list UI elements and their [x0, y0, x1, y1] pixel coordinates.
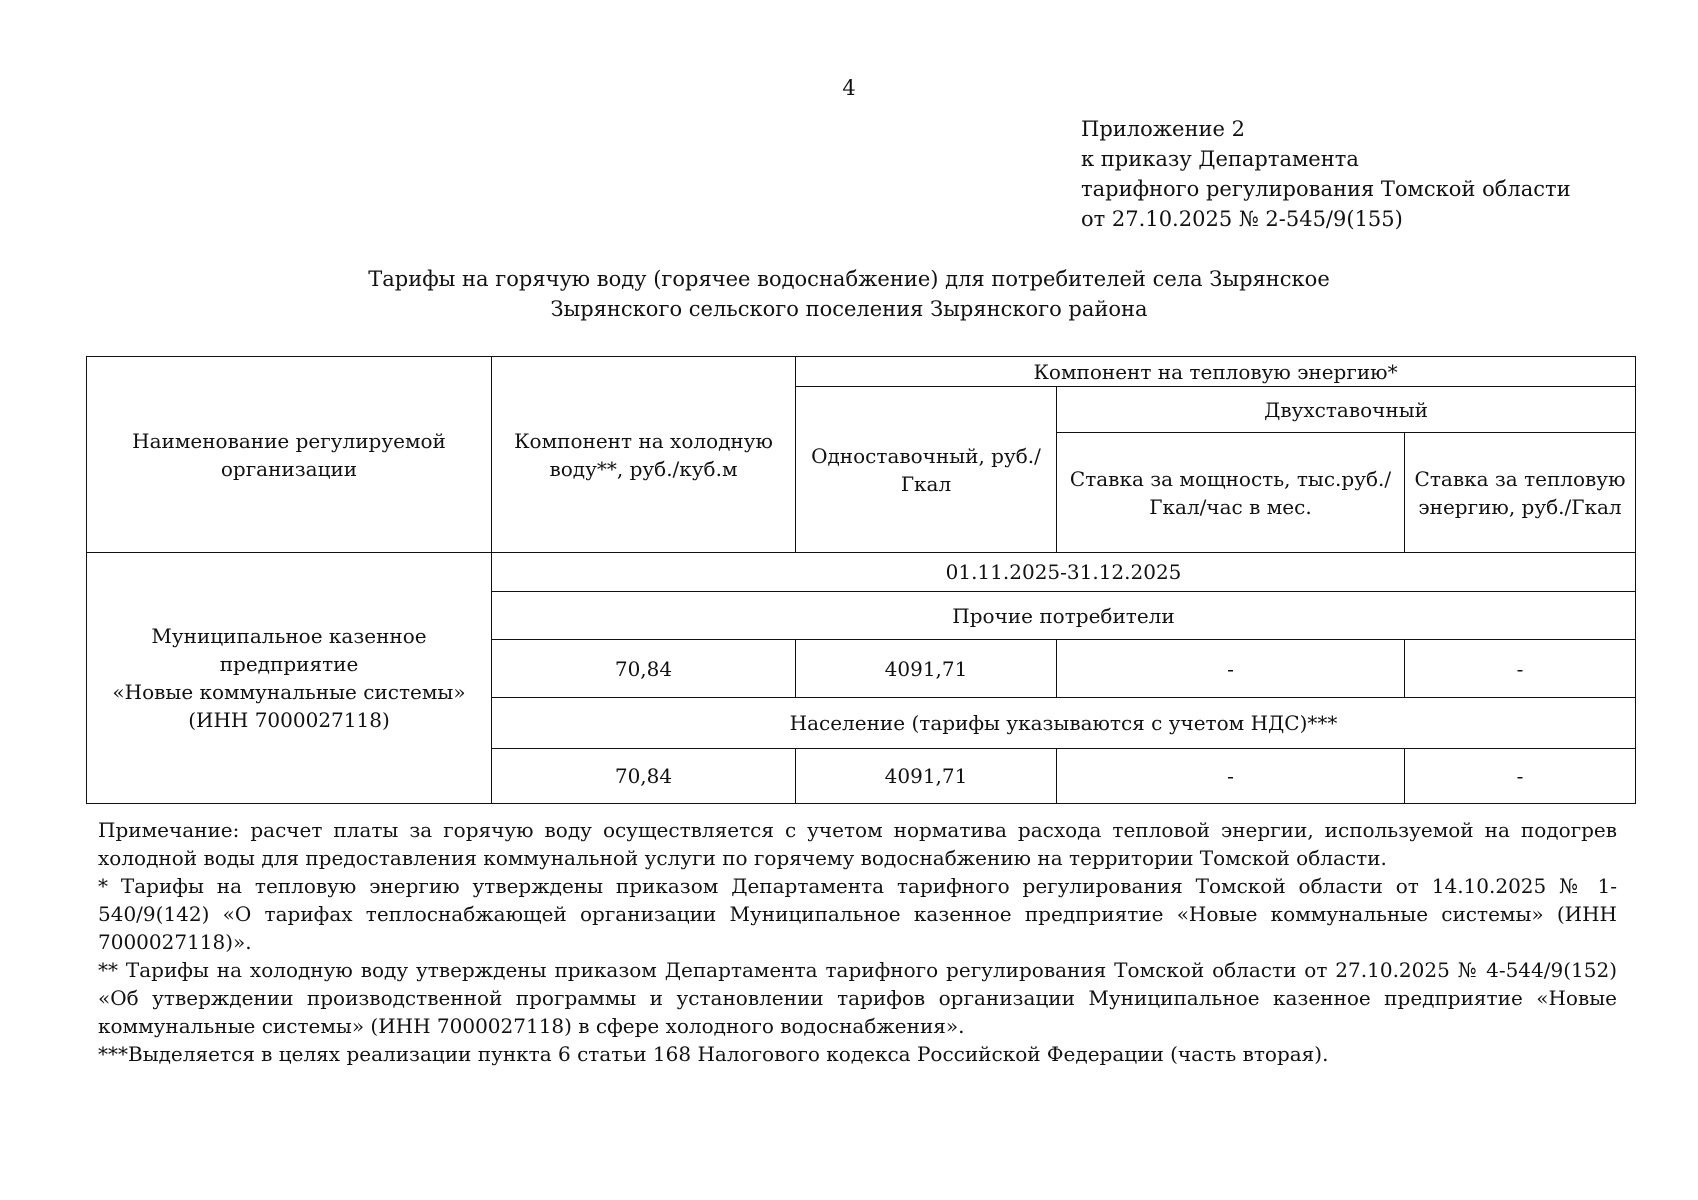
appendix-line: к приказу Департамента [1081, 147, 1359, 171]
single-rate-value: 4091,71 [796, 749, 1057, 804]
period-cell: 01.11.2025-31.12.2025 [492, 553, 1636, 592]
title-line: Тарифы на горячую воду (горячее водоснабжение) для потребителей села Зырянское [368, 267, 1330, 291]
title-line: Зырянского сельского поселения Зырянского района [550, 297, 1148, 321]
energy-rate-value: - [1405, 640, 1636, 698]
tariff-table [86, 356, 1636, 804]
cold-water-value: 70,84 [492, 749, 796, 804]
group-label-other-consumers: Прочие потребители [492, 592, 1636, 640]
header-thermal-component: Компонент на тепловую энергию* [796, 357, 1636, 387]
organization-line: (ИНН 7000027118) [188, 708, 390, 732]
capacity-rate-value: - [1057, 749, 1405, 804]
header-single-rate: Одноставочный, руб./Гкал [796, 387, 1057, 553]
capacity-rate-value: - [1057, 640, 1405, 698]
header-capacity-rate: Ставка за мощность, тыс.руб./ Гкал/час в мес. [1057, 433, 1405, 553]
single-rate-value: 4091,71 [796, 640, 1057, 698]
appendix-line: от 27.10.2025 № 2-545/9(155) [1081, 207, 1403, 231]
energy-rate-value: - [1405, 749, 1636, 804]
appendix-line: тарифного регулирования Томской области [1081, 177, 1571, 201]
header-organization: Наименование регулируемой организации [87, 357, 492, 553]
organization-line: «Новые коммунальные системы» [112, 680, 466, 704]
organization-line: предприятие [219, 652, 359, 676]
appendix-block [1081, 114, 1571, 234]
note-footnote-1: * Тарифы на тепловую энергию утверждены приказом Департамента тарифного регулирования Томской области от 14.10.2025 № 1-540/9(142) «О тарифах теплоснабжающей организации Муниципальное казенное предприятие «Новые коммунальные системы» (ИНН 7000027118)». [98, 874, 1617, 954]
document-title [0, 264, 1698, 324]
header-two-rate: Двухставочный [1057, 387, 1636, 433]
page-number: 4 [842, 76, 856, 100]
organization-line: Муниципальное казенное [151, 624, 427, 648]
note-footnote-2: ** Тарифы на холодную воду утверждены приказом Департамента тарифного регулирования Томской области от 27.10.2025 № 4-544/9(152) «Об утверждении производственной программы и установлении тарифов организации Муниципальное казенное предприятие «Новые коммунальные системы» (ИНН 7000027118) в сфере холодного водоснабжения». [98, 958, 1617, 1038]
notes-block [98, 816, 1617, 1068]
organization-cell [87, 553, 492, 804]
header-energy-rate: Ставка за тепловую энергию, руб./Гкал [1405, 433, 1636, 553]
note-main: Примечание: расчет платы за горячую воду осуществляется с учетом норматива расхода тепловой энергии, используемой на подогрев холодной воды для предоставления коммунальной услуги по горячему водоснабжению на территории Томской области. [98, 818, 1617, 870]
group-label-population: Население (тарифы указываются с учетом НДС)*** [492, 698, 1636, 749]
note-footnote-3: ***Выделяется в целях реализации пункта 6 статьи 168 Налогового кодекса Российской Федерации (часть вторая). [98, 1042, 1329, 1066]
cold-water-value: 70,84 [492, 640, 796, 698]
appendix-line: Приложение 2 [1081, 117, 1245, 141]
header-cold-water: Компонент на холодную воду**, руб./куб.м [492, 357, 796, 553]
